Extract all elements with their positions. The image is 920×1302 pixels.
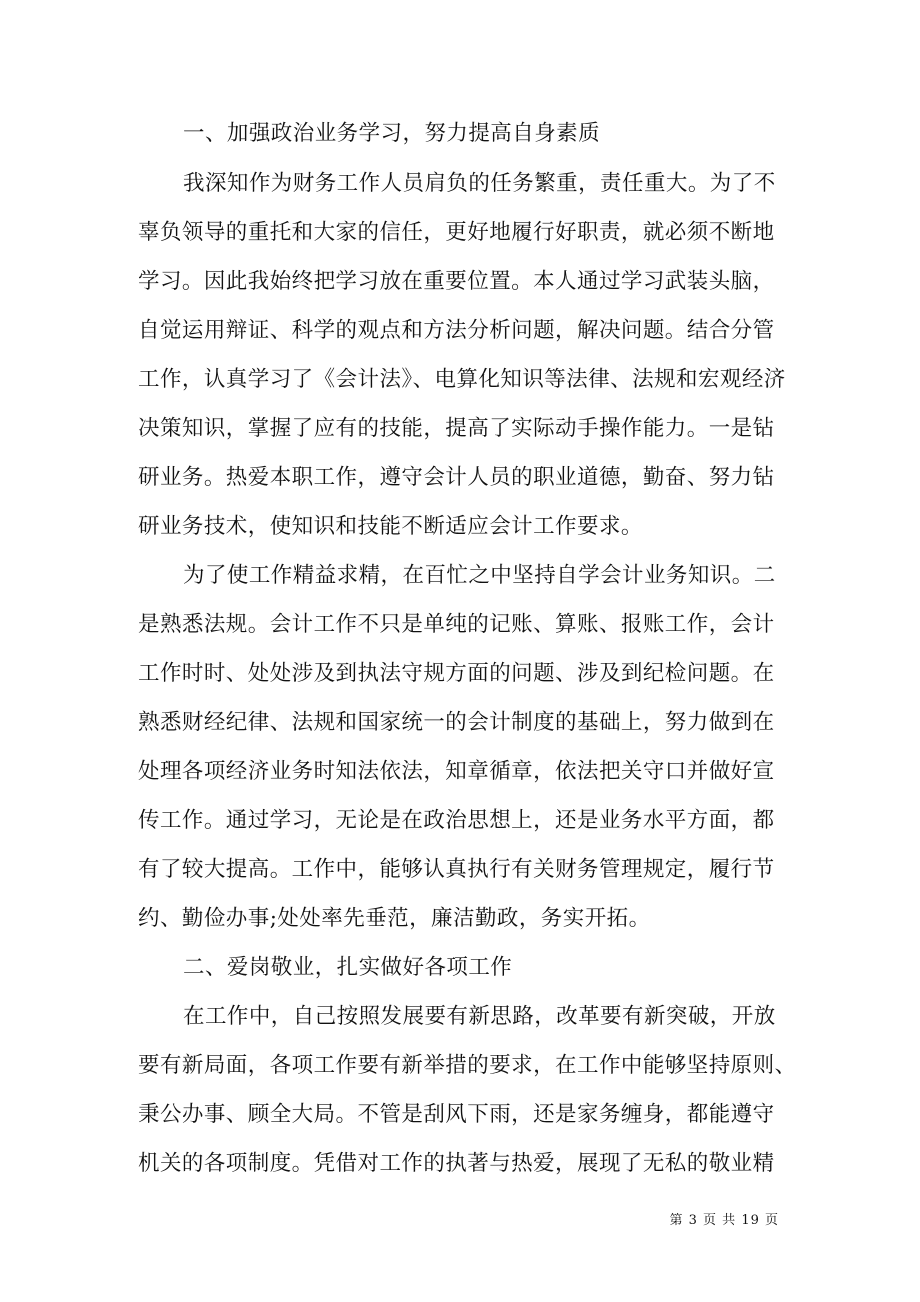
paragraph-line: 有了较大提高。工作中，能够认真执行有关财务管理规定，履行节 [138,857,775,882]
paragraph-line: 为了使工作精益求精，在百忙之中坚持自学会计业务知识。二 [183,563,776,588]
page-footer: 第 3 页 共 19 页 [669,1213,779,1228]
paragraph-line: 工作，认真学习了《会计法》、电算化知识等法律、法规和宏观经济 [138,367,786,392]
paragraph-line: 研业务。热爱本职工作，遵守会计人员的职业道德，勤奋、努力钻 [138,465,775,490]
paragraph-line: 传工作。通过学习，无论是在政治思想上，还是业务水平方面，都 [138,808,775,833]
section-heading-1: 一、加强政治业务学习，努力提高自身素质 [183,121,601,146]
section-heading-2: 二、爱岗敬业，扎实做好各项工作 [183,955,513,980]
paragraph-line: 在工作中，自己按照发展要有新思路，改革要有新突破，开放 [183,1004,776,1029]
paragraph-line: 机关的各项制度。凭借对工作的执著与热爱，展现了无私的敬业精 [138,1151,775,1176]
paragraph-line: 是熟悉法规。会计工作不只是单纯的记账、算账、报账工作，会计 [138,612,775,637]
paragraph-line: 处理各项经济业务时知法依法，知章循章，依法把关守口并做好宣 [138,759,775,784]
paragraph-line: 学习。因此我始终把学习放在重要位置。本人通过学习武装头脑， [138,269,775,294]
paragraph-line: 熟悉财经纪律、法规和国家统一的会计制度的基础上，努力做到在 [138,710,775,735]
paragraph-line: 辜负领导的重托和大家的信任，更好地履行好职责，就必须不断地 [138,220,775,245]
paragraph-line: 工作时时、处处涉及到执法守规方面的问题、涉及到纪检问题。在 [138,661,775,686]
paragraph-line: 要有新局面，各项工作要有新举措的要求，在工作中能够坚持原则、 [138,1053,797,1078]
paragraph-line: 决策知识，掌握了应有的技能，提高了实际动手操作能力。一是钻 [138,416,775,441]
paragraph-line: 约、勤俭办事;处处率先垂范，廉洁勤政，务实开拓。 [138,906,651,931]
paragraph-line: 秉公办事、顾全大局。不管是刮风下雨，还是家务缠身，都能遵守 [138,1102,775,1127]
paragraph-line: 我深知作为财务工作人员肩负的任务繁重，责任重大。为了不 [183,171,776,196]
paragraph-line: 自觉运用辩证、科学的观点和方法分析问题，解决问题。结合分管 [138,318,775,343]
paragraph-line: 研业务技术，使知识和技能不断适应会计工作要求。 [138,514,643,539]
